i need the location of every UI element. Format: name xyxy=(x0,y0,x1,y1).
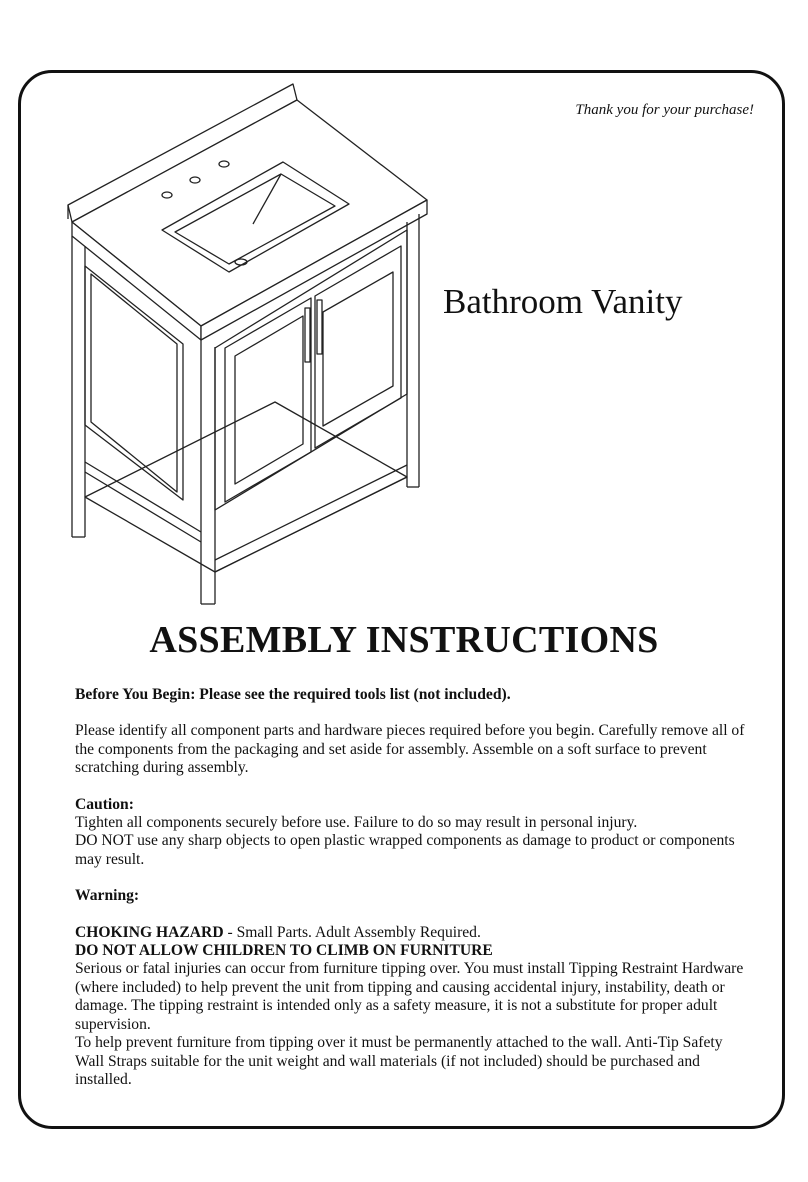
caution-line-1: Tighten all components securely before use. Failure to do so may result in personal injury. xyxy=(75,814,638,832)
choking-hazard-line xyxy=(75,924,755,942)
choking-hazard-text: - Small Parts. Adult Assembly Required. xyxy=(223,923,481,941)
caution-line-2: DO NOT use any sharp objects to open plastic wrapped components as damage to product or components may result. xyxy=(75,832,735,868)
vanity-illustration xyxy=(55,82,440,612)
choking-hazard-label: CHOKING HAZARD xyxy=(75,923,224,941)
wall-strap-paragraph: To help prevent furniture from tipping over it must be permanently attached to the wall. Anti-Tip Safety Wall Straps suitable for the unit weight and wall materials (if not included) should be purchased and installed. xyxy=(75,1034,723,1088)
before-you-begin: Before You Begin: Please see the required tools list (not included). xyxy=(75,686,511,703)
caution-label: Caution: xyxy=(75,795,134,813)
warning-label: Warning: xyxy=(75,887,140,905)
instructions-body xyxy=(75,686,755,1089)
thank-you-note: Thank you for your purchase! xyxy=(575,102,754,118)
no-climb-warning: DO NOT ALLOW CHILDREN TO CLIMB ON FURNITURE xyxy=(75,942,493,960)
page-title: ASSEMBLY INSTRUCTIONS xyxy=(149,619,659,661)
intro-paragraph: Please identify all component parts and hardware pieces required before you begin. Carefully remove all of the components from the packaging and set aside for assembly. Assemble on a soft surface to prevent scratching during assembly. xyxy=(75,722,745,777)
product-title: Bathroom Vanity xyxy=(443,282,683,321)
tipping-paragraph: Serious or fatal injuries can occur from furniture tipping over. You must install Tipping Restraint Hardware (where included) to help prevent the unit from tipping and causing accidental injury, instability, death or damage. The tipping restraint is intended only as a safety measure, it is not a substitute for proper adult supervision. xyxy=(75,960,744,1033)
